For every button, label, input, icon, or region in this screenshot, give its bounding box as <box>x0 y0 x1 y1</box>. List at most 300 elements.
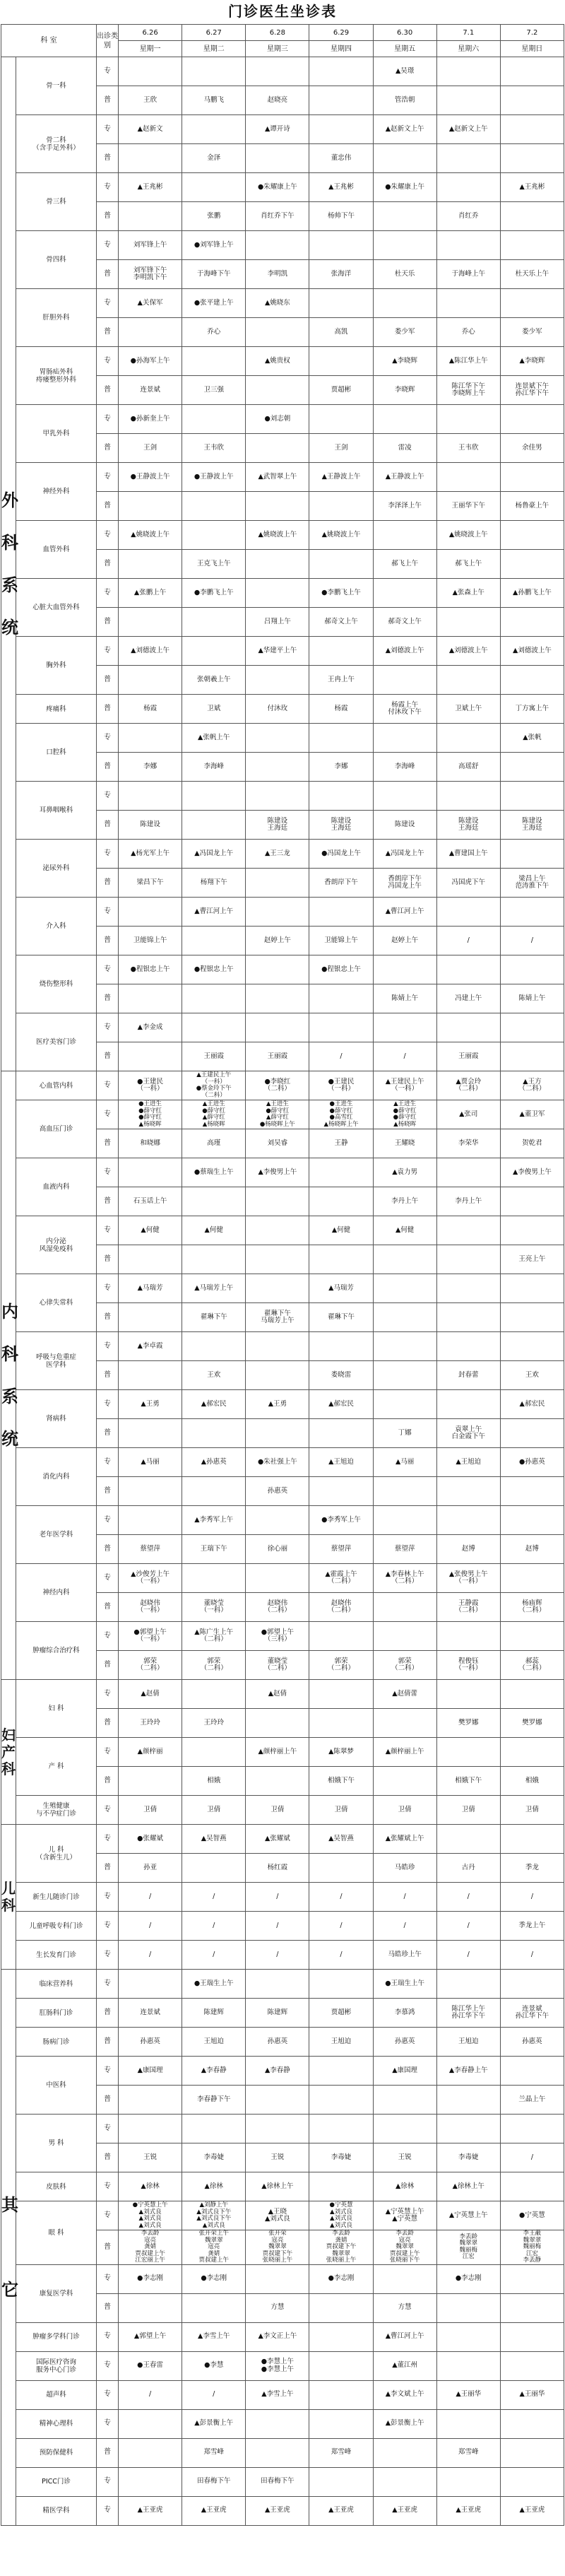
doctor-cell <box>119 666 182 695</box>
doctor-cell <box>246 753 309 782</box>
visit-type: 普 <box>97 550 119 579</box>
doctor-cell <box>500 753 564 782</box>
doctor-cell <box>500 2115 564 2143</box>
doctor-cell <box>309 2351 373 2380</box>
doctor-cell: 卫倩 <box>119 1796 182 1825</box>
doctor-cell: 高凯 <box>309 318 373 347</box>
doctor-cell: ▲赵倩蕾 <box>373 1680 436 1709</box>
doctor-cell: ▲王丽华 <box>436 2380 500 2409</box>
doctor-cell: ▲沙俊芳上午 （一科） <box>119 1564 182 1593</box>
doctor-cell <box>373 1361 436 1390</box>
doctor-cell: ▲吴璟 <box>373 57 436 86</box>
doctor-cell: 王韦欣 <box>436 434 500 463</box>
doctor-cell: ▲徐林上午 <box>436 2172 500 2201</box>
doctor-cell: ▲李金成 <box>119 1013 182 1042</box>
doctor-cell <box>500 2351 564 2380</box>
doctor-cell <box>119 318 182 347</box>
doctor-cell <box>119 1506 182 1535</box>
doctor-cell: ●王春雷 <box>119 2351 182 2380</box>
doctor-cell: 郝飞上午 <box>373 550 436 579</box>
doctor-cell: ▲徐林 <box>373 2172 436 2201</box>
doctor-cell: ●李志刚 <box>436 2264 500 2293</box>
visit-type: 专 <box>97 955 119 984</box>
doctor-cell <box>309 57 373 86</box>
visit-type: 专 <box>97 2264 119 2293</box>
schedule-row <box>1 840 564 869</box>
doctor-cell: 方慧 <box>246 2293 309 2322</box>
doctor-cell: 王锐 <box>119 2143 182 2172</box>
page-title: 门诊医生坐诊表 <box>228 3 337 20</box>
doctor-cell <box>436 666 500 695</box>
doctor-cell <box>500 2172 564 2201</box>
doctor-cell <box>436 898 500 927</box>
doctor-cell <box>246 666 309 695</box>
doctor-cell: 李娜 <box>119 753 182 782</box>
doctor-cell: 王耀晓 <box>373 1129 436 1158</box>
schedule-row <box>1 1912 564 1941</box>
doctor-cell: ●刘军锋上午 <box>182 231 246 260</box>
doctor-cell: / <box>309 1912 373 1941</box>
dept-name: 老年医学科 <box>16 1506 97 1564</box>
doctor-cell <box>500 1013 564 1042</box>
doctor-cell <box>373 724 436 753</box>
doctor-cell: ●张耀斌 <box>119 1825 182 1854</box>
dept-name: 肠病门诊 <box>16 2028 97 2057</box>
doctor-cell: ●程银忠上午 <box>182 955 246 984</box>
doctor-cell: 李丢龄 魏翠翠 魏丽梅 江宏 <box>436 2230 500 2265</box>
schedule-row <box>1 1274 564 1303</box>
doctor-cell: 相娥 <box>500 1767 564 1796</box>
weekday-header: 星期五 <box>373 41 436 57</box>
doctor-cell <box>500 115 564 144</box>
doctor-cell: 王剑 <box>309 434 373 463</box>
doctor-cell: ▲郝宏民 <box>309 1390 373 1419</box>
doctor-cell: ▲董卫军 <box>500 1100 564 1129</box>
doctor-cell: ●王瑞生上午 <box>373 1970 436 1999</box>
dept-name: 肿瘤综合治疗科 <box>16 1622 97 1680</box>
schedule-row <box>1 57 564 86</box>
doctor-cell <box>500 1332 564 1361</box>
doctor-cell: 赵婷上午 <box>373 927 436 955</box>
dept-name: 肿瘤多学科门诊 <box>16 2322 97 2351</box>
weekday-header: 星期六 <box>436 41 500 57</box>
doctor-cell: 孙惠英 <box>500 2028 564 2057</box>
doctor-cell <box>500 666 564 695</box>
doctor-cell <box>309 1477 373 1506</box>
group-label: 妇 产 科 <box>1 1680 16 1825</box>
visit-type: 专 <box>97 2467 119 2496</box>
doctor-cell: ●李志刚 <box>119 2264 182 2293</box>
visit-type: 普 <box>97 144 119 173</box>
schedule-row <box>1 2380 564 2409</box>
dept-name: 医疗美容门诊 <box>16 1013 97 1071</box>
doctor-cell: ▲姚晓波上午 <box>246 521 309 550</box>
doctor-cell <box>246 1187 309 1216</box>
schedule-row <box>1 1013 564 1042</box>
doctor-cell: ●李秀军上午 <box>309 1506 373 1535</box>
doctor-cell: ▲华建平上午 <box>246 637 309 666</box>
visit-type: 普 <box>97 1854 119 1883</box>
schedule-row <box>1 2496 564 2525</box>
doctor-cell: 梁昌上午 范涛淮下午 <box>500 869 564 898</box>
doctor-cell: / <box>182 2380 246 2409</box>
doctor-cell: 冯建上午 <box>436 984 500 1013</box>
doctor-cell: 卫斌 <box>182 695 246 724</box>
doctor-cell <box>309 2380 373 2409</box>
dept-name: 烧伤整形科 <box>16 955 97 1013</box>
doctor-cell: / <box>373 1883 436 1912</box>
visit-type: 普 <box>97 869 119 898</box>
doctor-cell: ▲马丽 <box>119 1448 182 1477</box>
doctor-cell: ▲颜梓丽上午 <box>373 1738 436 1767</box>
doctor-cell <box>500 463 564 492</box>
doctor-cell <box>246 724 309 753</box>
doctor-cell: 李丢龄 龚婧 贾叔建下午 魏翠翠 张晓丽上午 <box>309 2230 373 2265</box>
date-header: 6.29 <box>309 25 373 41</box>
doctor-cell <box>182 782 246 811</box>
doctor-cell: ▲王旭迫 <box>309 1448 373 1477</box>
doctor-cell: ▲刘德波上午 <box>500 637 564 666</box>
doctor-cell: 卫能锦上午 <box>309 927 373 955</box>
group-label: 儿 科 <box>1 1825 16 1970</box>
doctor-cell: 杨霞 <box>119 695 182 724</box>
doctor-cell <box>309 1709 373 1738</box>
doctor-cell: ▲王亚虎 <box>246 2496 309 2525</box>
doctor-cell <box>309 492 373 521</box>
doctor-cell: ▲张帆上午 <box>182 724 246 753</box>
visit-type: 专 <box>97 405 119 434</box>
dept-name: 精神心理科 <box>16 2409 97 2438</box>
doctor-cell: 封春蕾 <box>436 1361 500 1390</box>
doctor-cell: 田春梅下午 <box>246 2467 309 2496</box>
doctor-cell: 王旭迫 <box>436 2028 500 2057</box>
doctor-cell: ▲王进生 ●薛守红 ▲薛守红 ▲杨晓晖 <box>182 1100 246 1129</box>
doctor-cell: 卫能锦上午 <box>119 927 182 955</box>
doctor-cell: 王旭迫 <box>309 2028 373 2057</box>
dept-name: 消化内科 <box>16 1448 97 1506</box>
doctor-cell <box>309 1332 373 1361</box>
dept-name: 心脏大血管外科 <box>16 579 97 637</box>
visit-type: 普 <box>97 1129 119 1158</box>
doctor-cell: ▲王建民上午 （一科） ●蔡金玲下午 （二科） <box>182 1071 246 1100</box>
doctor-cell: ▲陈翠梦 <box>309 1738 373 1767</box>
doctor-cell <box>500 202 564 231</box>
doctor-cell <box>246 2086 309 2115</box>
doctor-cell: 冯国虎下午 <box>436 869 500 898</box>
visit-type: 普 <box>97 1593 119 1622</box>
doctor-cell: ▲杨光军上午 <box>119 840 182 869</box>
doctor-cell: 李娜 <box>309 753 373 782</box>
dept-name: 生殖健康 与不孕症门诊 <box>16 1796 97 1825</box>
doctor-cell: 郭荣 （二科） <box>182 1651 246 1680</box>
doctor-cell: 李丢龄 寇亮 魏翠翠 贾叔建上午 张晓丽下午 <box>373 2230 436 2265</box>
doctor-cell: 李海峰 <box>373 753 436 782</box>
visit-type: 普 <box>97 2028 119 2057</box>
doctor-cell: 杨红霞 <box>246 1854 309 1883</box>
doctor-cell: ▲王亚虎 <box>309 2496 373 2525</box>
visit-type: 专 <box>97 724 119 753</box>
schedule-row <box>1 1390 564 1419</box>
doctor-cell: 陈婧上午 <box>500 984 564 1013</box>
doctor-cell: ▲徐林上午 <box>246 2172 309 2201</box>
doctor-cell: 樊罗娜 <box>436 1709 500 1738</box>
doctor-cell: ●王进生 ●薛守红 ●高雪红 ▲杨晓晖上午 <box>309 1100 373 1129</box>
doctor-cell: ▲李雪上午 <box>182 2322 246 2351</box>
dept-name: 妇 科 <box>16 1680 97 1738</box>
doctor-cell: ▲王静波上午 <box>373 463 436 492</box>
schedule-row <box>1 1941 564 1970</box>
doctor-cell: ▲李俊男上午 <box>500 1158 564 1187</box>
doctor-cell: ▲冯国龙上午 <box>373 840 436 869</box>
doctor-cell: ●李慧上午 ●李慧上午 <box>246 2351 309 2380</box>
doctor-cell <box>500 1825 564 1854</box>
visit-type: 专 <box>97 2115 119 2143</box>
doctor-cell: 陈建设 王海廷 <box>309 811 373 840</box>
doctor-cell: 贾超彬 <box>309 376 373 405</box>
weekday-header: 星期一 <box>119 41 182 57</box>
doctor-cell: ●李志刚 <box>182 2264 246 2293</box>
doctor-cell <box>182 1187 246 1216</box>
doctor-cell <box>246 2115 309 2143</box>
doctor-cell <box>309 1245 373 1274</box>
doctor-cell: 丁方寓上午 <box>500 695 564 724</box>
doctor-cell: 马皓珍 <box>373 1854 436 1883</box>
doctor-cell: ●王瑞生上午 <box>182 1970 246 1999</box>
doctor-cell <box>182 1738 246 1767</box>
doctor-cell: 卫三强 <box>182 376 246 405</box>
visit-type: 专 <box>97 579 119 608</box>
doctor-cell: ▲孙鹏飞上午 <box>500 579 564 608</box>
doctor-cell: ▲李晓辉 <box>500 347 564 376</box>
doctor-cell <box>182 492 246 521</box>
doctor-cell <box>246 1419 309 1448</box>
doctor-cell <box>309 2293 373 2322</box>
doctor-cell: ▲李文斌上午 <box>373 2380 436 2409</box>
doctor-cell: 石玉话上午 <box>119 1187 182 1216</box>
doctor-cell <box>436 231 500 260</box>
doctor-cell: ▲李卓霞 <box>119 1332 182 1361</box>
date-header: 7.1 <box>436 25 500 41</box>
doctor-cell: ▲王兆彬 <box>309 173 373 202</box>
doctor-cell: ▲王进生 ●薛守红 ●薛守红 ▲杨晓晖 <box>373 1100 436 1129</box>
doctor-cell <box>373 405 436 434</box>
doctor-cell <box>309 637 373 666</box>
doctor-cell <box>119 1245 182 1274</box>
visit-type: 普 <box>97 1477 119 1506</box>
dept-name: 肾病科 <box>16 1390 97 1448</box>
doctor-cell <box>246 898 309 927</box>
doctor-cell: ▲冯国龙上午 <box>182 840 246 869</box>
date-header: 6.26 <box>119 25 182 41</box>
doctor-cell <box>119 1303 182 1332</box>
doctor-cell: ▲姚晓波上午 <box>309 521 373 550</box>
doctor-cell <box>246 579 309 608</box>
doctor-cell: ▲王静波上午 <box>309 463 373 492</box>
doctor-cell: ▲吴智燕 <box>182 1825 246 1854</box>
doctor-cell: 相娥下午 <box>436 1767 500 1796</box>
dept-name: 神经内科 <box>16 1564 97 1622</box>
doctor-cell: ▲徐林 <box>182 2172 246 2201</box>
schedule-row <box>1 405 564 434</box>
schedule-row <box>1 2322 564 2351</box>
visit-type: 专 <box>97 1390 119 1419</box>
visit-type: 普 <box>97 1187 119 1216</box>
doctor-cell: ▲马瑞芳上午 <box>182 1274 246 1303</box>
schedule-row <box>1 231 564 260</box>
doctor-cell: ▲王亚虎 <box>119 2496 182 2525</box>
doctor-cell <box>500 2264 564 2293</box>
dept-name: 精医学科 <box>16 2496 97 2525</box>
visit-type: 普 <box>97 2086 119 2115</box>
dept-name: 心律失常科 <box>16 1274 97 1332</box>
doctor-cell: ▲姚晓波上午 <box>119 521 182 550</box>
visit-type: 专 <box>97 1274 119 1303</box>
visit-type: 专 <box>97 2380 119 2409</box>
doctor-cell: ▲刘德波上午 <box>373 637 436 666</box>
doctor-cell <box>373 231 436 260</box>
doctor-cell: / <box>119 1912 182 1941</box>
weekday-header: 星期四 <box>309 41 373 57</box>
doctor-cell <box>182 1419 246 1448</box>
doctor-cell <box>500 2057 564 2086</box>
doctor-cell: 孙惠英 <box>119 2028 182 2057</box>
doctor-cell: ▲马瑞芳 <box>119 1274 182 1303</box>
doctor-cell <box>500 1477 564 1506</box>
doctor-cell: 余佳男 <box>500 434 564 463</box>
doctor-cell: 李丹上午 <box>436 1187 500 1216</box>
dept-name: 儿童呼吸专科门诊 <box>16 1912 97 1941</box>
doctor-cell: ▲武智翠上午 <box>246 463 309 492</box>
dept-name: 产 科 <box>16 1738 97 1796</box>
doctor-cell: ▲孙惠英 <box>182 1448 246 1477</box>
doctor-cell: ▲郭望上午 <box>119 2322 182 2351</box>
doctor-cell <box>436 2086 500 2115</box>
doctor-cell <box>182 1477 246 1506</box>
doctor-cell: ▲王方 （二科） <box>500 1071 564 1100</box>
doctor-cell <box>309 2322 373 2351</box>
doctor-cell <box>119 57 182 86</box>
doctor-cell <box>500 1303 564 1332</box>
doctor-cell <box>182 811 246 840</box>
date-header: 6.30 <box>373 25 436 41</box>
doctor-cell: ▲吴智燕 <box>309 1825 373 1854</box>
doctor-cell <box>309 347 373 376</box>
dept-name: 胃肠疝外科 痔瘘整形外科 <box>16 347 97 405</box>
doctor-cell: / <box>182 1912 246 1941</box>
visit-type: 专 <box>97 115 119 144</box>
doctor-cell: 孙惠英 <box>373 2028 436 2057</box>
doctor-cell: 马鹏飞 <box>182 86 246 115</box>
doctor-cell: 李丹上午 <box>373 1187 436 1216</box>
doctor-cell: ▲刘静上午 ▲刘式良下午 ▲刘式良下午 ▲刘式良 <box>182 2201 246 2230</box>
doctor-cell: 李丢龄 寇亮 龚婧 贾叔建上午 江宏丽上午 <box>119 2230 182 2265</box>
doctor-cell <box>500 2293 564 2322</box>
doctor-cell: ▲王勇 <box>119 1390 182 1419</box>
dept-name: 国际医疗咨询 服务中心门诊 <box>16 2351 97 2380</box>
date-header: 6.27 <box>182 25 246 41</box>
doctor-cell: ▲王丽华 <box>500 2380 564 2409</box>
dept-name: 骨一科 <box>16 57 97 115</box>
doctor-cell <box>119 1477 182 1506</box>
doctor-cell: 赵晓亮 <box>246 86 309 115</box>
doctor-cell <box>373 1477 436 1506</box>
visit-type: 普 <box>97 695 119 724</box>
doctor-cell <box>246 550 309 579</box>
doctor-cell <box>119 2293 182 2322</box>
doctor-cell <box>500 1216 564 1245</box>
doctor-cell <box>309 2115 373 2143</box>
doctor-cell <box>500 1970 564 1999</box>
doctor-cell: 蔡望萍 <box>119 1535 182 1564</box>
doctor-cell <box>500 2322 564 2351</box>
doctor-cell: 陈建辉 <box>246 1999 309 2028</box>
doctor-cell: / <box>309 1042 373 1071</box>
doctor-cell: 郑雪峰 <box>309 2438 373 2467</box>
doctor-cell: 相娥下午 <box>309 1767 373 1796</box>
schedule-row <box>1 1622 564 1651</box>
doctor-cell: ▲王亚虎 <box>436 2496 500 2525</box>
doctor-cell: 王静霞 （二科） <box>436 1593 500 1622</box>
doctor-cell <box>373 2467 436 2496</box>
visit-type: 专 <box>97 2409 119 2438</box>
doctor-cell: 陈江华下午 李晓辉上午 <box>436 376 500 405</box>
doctor-cell <box>500 57 564 86</box>
doctor-cell <box>182 521 246 550</box>
doctor-cell: 梁昌下午 <box>119 869 182 898</box>
doctor-cell: ▲马丽 <box>373 1448 436 1477</box>
doctor-cell: ▲徐林 <box>119 2172 182 2201</box>
doctor-cell <box>373 289 436 318</box>
doctor-cell <box>309 1187 373 1216</box>
doctor-cell <box>373 782 436 811</box>
doctor-cell: 张朝羲上午 <box>182 666 246 695</box>
schedule-row <box>1 2201 564 2230</box>
doctor-cell: ▲董江州 <box>373 2351 436 2380</box>
doctor-cell: ▲谭开诗 <box>246 115 309 144</box>
visit-type: 普 <box>97 1419 119 1448</box>
doctor-cell <box>436 724 500 753</box>
doctor-cell <box>119 202 182 231</box>
doctor-cell: 乔心 <box>436 318 500 347</box>
dept-name: 骨二科 （含手足外科） <box>16 115 97 173</box>
doctor-cell <box>436 782 500 811</box>
schedule-row <box>1 898 564 927</box>
doctor-cell: ▲颜梓丽上午 <box>246 1738 309 1767</box>
schedule-row <box>1 724 564 753</box>
doctor-cell: ▲王兆彬 <box>119 173 182 202</box>
dept-name: 血液内科 <box>16 1158 97 1216</box>
doctor-cell: ▲何健 <box>182 1216 246 1245</box>
doctor-cell: 孙惠英 <box>246 1477 309 1506</box>
doctor-cell: ●孙惠英 <box>500 1448 564 1477</box>
visit-type: 专 <box>97 840 119 869</box>
doctor-cell <box>119 2467 182 2496</box>
doctor-cell: 高瑶舒 <box>436 753 500 782</box>
schedule-row <box>1 1100 564 1129</box>
doctor-cell: / <box>373 1912 436 1941</box>
doctor-cell: 王欢 <box>500 1361 564 1390</box>
doctor-cell: 娄少军 <box>373 318 436 347</box>
doctor-cell <box>182 2293 246 2322</box>
doctor-cell <box>500 1187 564 1216</box>
doctor-cell <box>182 347 246 376</box>
doctor-cell <box>246 318 309 347</box>
doctor-cell: ▲曹江河上午 <box>373 898 436 927</box>
doctor-cell: 刘军锋下午 李明凯下午 <box>119 260 182 289</box>
doctor-cell: ▲李春静上午 <box>436 2057 500 2086</box>
doctor-cell: 王丽华下午 <box>436 492 500 521</box>
visit-type: 专 <box>97 1564 119 1593</box>
